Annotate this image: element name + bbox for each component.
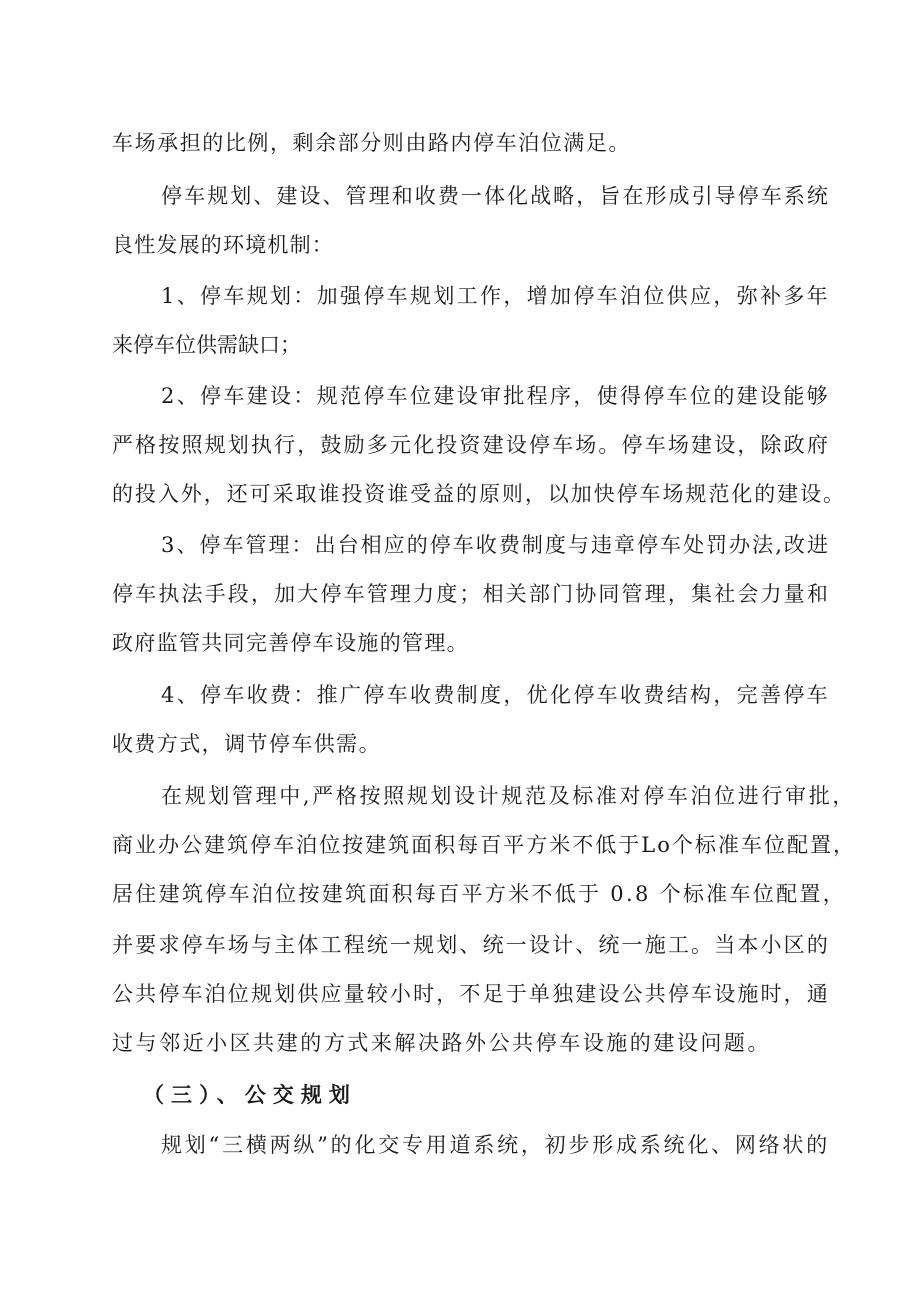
line-text: 2、停车建设：规范停车位建设审批程序，使得停车位的建设能够 bbox=[161, 384, 830, 408]
text-line bbox=[0, 382, 920, 410]
line-text: 严格按照规划执行，鼓励多元化投资建设停车场。停车场建设，除政府 bbox=[112, 433, 830, 457]
text-line bbox=[0, 831, 920, 859]
text-line bbox=[0, 182, 920, 210]
text-line bbox=[0, 531, 920, 559]
line-text: 良性发展的环境机制： bbox=[112, 233, 334, 257]
line-text: 过与邻近小区共建的方式来解决路外公共停车设施的建设问题。 bbox=[112, 1031, 771, 1055]
text-line bbox=[0, 681, 920, 709]
line-text: 来停车位供需缺口； bbox=[112, 333, 301, 357]
text-line bbox=[0, 931, 920, 959]
text-line bbox=[0, 431, 920, 459]
text-line bbox=[0, 231, 920, 259]
line-text: 并要求停车场与主体工程统一规划、统一设计、统一施工。当本小区的 bbox=[112, 933, 830, 957]
section-heading bbox=[0, 1081, 920, 1109]
text-line bbox=[0, 782, 920, 810]
line-text: 收费方式，调节停车供需。 bbox=[112, 732, 381, 756]
line-text: 政府监管共同完善停车设施的管理。 bbox=[112, 631, 469, 655]
heading-text: （三）、公交规划 bbox=[143, 1083, 357, 1107]
line-text: 居住建筑停车泊位按建筑面积每百平方米不低于 0.8 个标准车位配置， bbox=[112, 882, 846, 906]
text-line bbox=[0, 282, 920, 310]
text-line bbox=[0, 129, 920, 157]
text-line bbox=[0, 730, 920, 758]
line-text: 在规划管理中,严格按照规划设计规范及标准对停车泊位进行审批， bbox=[161, 784, 856, 808]
line-text: 停车执法手段，加大停车管理力度；相关部门协同管理，集社会力量和 bbox=[112, 582, 830, 606]
text-line bbox=[0, 1029, 920, 1057]
line-text: 的投入外，还可采取谁投资谁受益的原则，以加快停车场规范化的建设。 bbox=[112, 482, 846, 506]
line-text: 4、停车收费：推广停车收费制度，优化停车收费结构，完善停车 bbox=[161, 683, 830, 707]
text-line bbox=[0, 880, 920, 908]
line-text: 商业办公建筑停车泊位按建筑面积每百平方米不低于Lo个标准车位配置， bbox=[112, 833, 856, 857]
line-text: 规划“三横两纵”的化交专用道系统，初步形成系统化、网络状的 bbox=[161, 1133, 830, 1157]
line-text: 停车规划、建设、管理和收费一体化战略，旨在形成引导停车系统 bbox=[161, 184, 830, 208]
line-text: 车场承担的比例，剩余部分则由路内停车泊位满足。 bbox=[112, 131, 631, 155]
text-line bbox=[0, 331, 920, 359]
line-text: 3、停车管理：出台相应的停车收费制度与违章停车处罚办法,改进 bbox=[161, 533, 830, 557]
text-line bbox=[0, 580, 920, 608]
text-line bbox=[0, 1131, 920, 1159]
text-line bbox=[0, 480, 920, 508]
line-text: 公共停车泊位规划供应量较小时，不足于单独建设公共停车设施时，通 bbox=[112, 982, 830, 1006]
line-text: 1、停车规划：加强停车规划工作，增加停车泊位供应，弥补多年 bbox=[161, 284, 830, 308]
text-line bbox=[0, 629, 920, 657]
text-line bbox=[0, 980, 920, 1008]
